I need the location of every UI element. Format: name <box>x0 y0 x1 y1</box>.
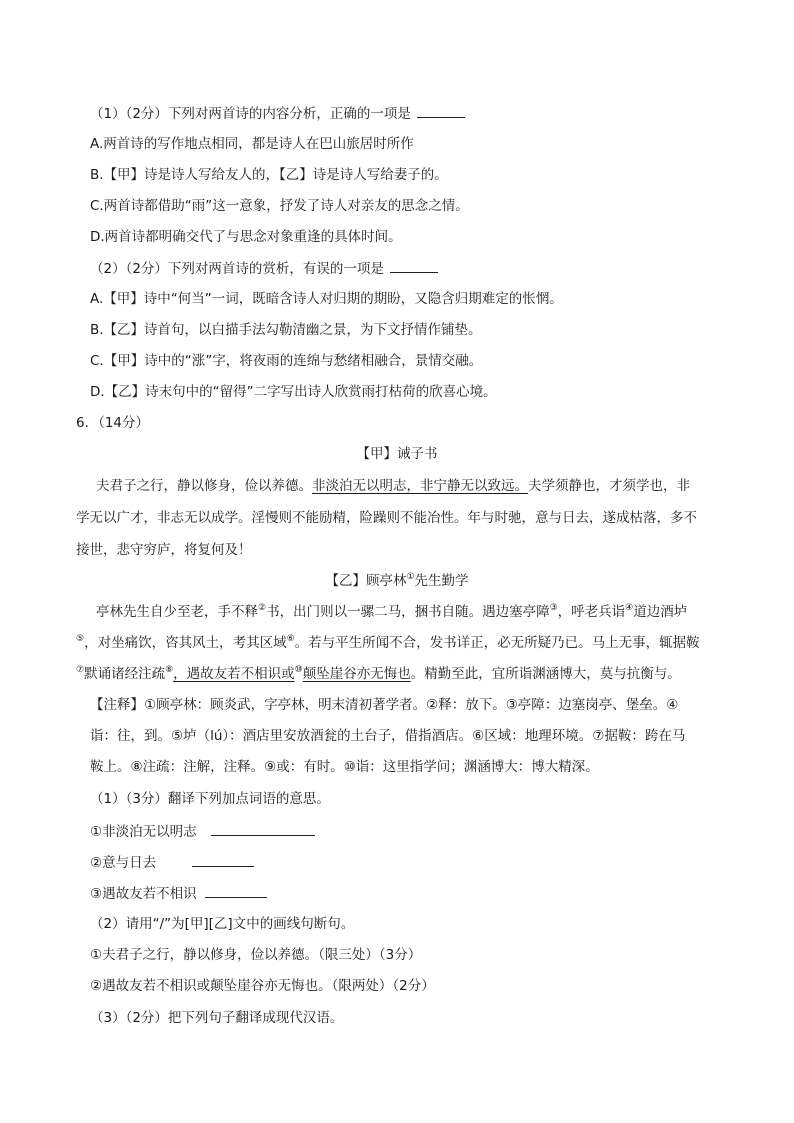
footnote-marker: ⑩ <box>294 665 303 675</box>
q5-sub1-stem-text: （1）（2分）下列对两首诗的内容分析，正确的一项是 <box>90 106 411 122</box>
yi-text: 。若与平生所闻不合，发书详正，必无所疑乃已。马上无事，辄据鞍 <box>294 635 700 651</box>
yi-line-2 <box>76 633 700 653</box>
jia-line-1 <box>96 476 720 496</box>
yi-line-3 <box>76 664 681 684</box>
yi-text: 道边酒垆 <box>633 604 688 620</box>
q5-sub1-option-d: D.两首诗都明确交代了与思念对象重逢的具体时间。 <box>90 229 402 245</box>
q6-header: 6．（14分） <box>76 415 150 431</box>
item-text: ①非淡泊无以明志 <box>90 824 197 840</box>
q5-sub1-stem <box>90 103 465 124</box>
q6-s1-item-3 <box>90 883 267 904</box>
yi-underlined-sentence: ，遇故友若不相识或 <box>173 666 295 682</box>
q5-sub2-option-b: B.【乙】诗首句，以白描手法勾勒清幽之景，为下文抒情作铺垫。 <box>90 322 482 338</box>
footnote-marker: ⑤ <box>76 634 85 644</box>
q5-sub2-stem-text: （2）（2分）下列对两首诗的赏析，有误的一项是 <box>90 261 384 277</box>
q5-sub2-option-c: C.【甲】诗中的“涨”字，将夜雨的连绵与愁绪相融合，景情交融。 <box>90 353 483 369</box>
yi-underlined-sentence: 颠坠崖谷亦无悔也 <box>302 666 411 682</box>
jia-underlined-sentence: 非淡泊无以明志，非宁静无以致远。 <box>312 478 528 494</box>
q6-s2-item-2: ②遇故友若不相识或颠坠崖谷亦无悔也。（限两处）（2分） <box>90 978 435 994</box>
q5-sub2-option-d: D.【乙】诗末句中的“留得”二字写出诗人欣赏雨打枯荷的欣喜心境。 <box>90 384 497 400</box>
jia-text: 夫君子之行，静以修身，俭以养德。 <box>96 478 312 494</box>
q5-sub1-option-a: A.两首诗的写作地点相同，都是诗人在巴山旅居时所作 <box>90 136 414 152</box>
answer-blank[interactable] <box>192 852 254 867</box>
q6-s1-item-2 <box>90 852 254 873</box>
notes-line-2: 诣：往，到。⑤垆（lú）：酒店里安放酒瓮的土台子，借指酒店。⑥区域：地理环境。⑦据鞍：跨在马 <box>90 728 686 744</box>
q6-s1-item-1 <box>90 821 315 842</box>
notes-line-3: 鞍上。⑧注疏：注解，注释。⑨或：有时。⑩诣：这里指学问；渊涵博大：博大精深。 <box>90 759 599 775</box>
footnote-marker: ④ <box>625 603 634 613</box>
yi-text: ，呼老兵诣 <box>557 604 626 620</box>
jia-title: 【甲】诫子书 <box>356 446 438 462</box>
answer-blank[interactable] <box>390 258 438 273</box>
jia-line-3: 接世，悲守穷庐，将复何及！ <box>76 542 252 558</box>
q6-s2-item-1: ①夫君子之行，静以修身，俭以养德。（限三处）（3分） <box>90 947 422 963</box>
q5-sub2-stem <box>90 258 438 279</box>
jia-line-2: 学无以广才，非志无以成学。淫慢则不能励精，险躁则不能冶性。年与时驰，意与日去，遂成枯落，多不 <box>76 510 697 526</box>
yi-line-1 <box>96 602 687 622</box>
yi-text: 书，出门则以一骡二马，捆书自随。遇边塞亭障 <box>266 604 550 620</box>
yi-title-text: 【乙】顾亭林 <box>325 573 407 589</box>
yi-text: 默诵诸经注疏 <box>84 666 166 682</box>
yi-text: 亭林先生自少至老，手不释 <box>96 604 258 620</box>
q5-sub2-option-a: A.【甲】诗中“何当”一词，既暗含诗人对归期的期盼，又隐含归期难定的怅惘。 <box>90 291 563 307</box>
q6-s3-stem: （3）（2分）把下列句子翻译成现代汉语。 <box>90 1010 344 1026</box>
jia-text: 夫学须静也，才须学也，非 <box>528 478 690 494</box>
q5-sub1-option-b: B.【甲】诗是诗人写给友人的，【乙】诗是诗人写给妻子的。 <box>90 167 448 183</box>
yi-title <box>0 571 794 591</box>
q6-s2-stem: （2）请用“/”为[甲][乙]文中的画线句断句。 <box>90 916 355 932</box>
item-text: ②意与日去 <box>90 855 157 871</box>
item-text: ③遇故友若不相识 <box>90 886 197 902</box>
footnote-marker: ⑥ <box>286 634 295 644</box>
q6-s1-stem: （1）（3分）翻译下列加点词语的意思。 <box>90 791 330 807</box>
footnote-marker: ③ <box>549 603 558 613</box>
yi-text: 。精勤至此，宜所诣渊涵博大，莫与抗衡与。 <box>410 666 681 682</box>
footnote-marker: ② <box>258 603 267 613</box>
footnote-marker: ① <box>406 572 415 582</box>
answer-blank[interactable] <box>417 103 465 118</box>
footnote-marker: ⑧ <box>165 665 174 675</box>
answer-blank[interactable] <box>205 883 267 898</box>
answer-blank[interactable] <box>211 821 315 836</box>
notes-line-1: 【注释】①顾亭林：顾炎武，字亭林，明末清初著学者。②释：放下。③亭障：边塞岗亭、堡垒。④ <box>90 697 679 713</box>
q5-sub1-option-c: C.两首诗都借助“雨”这一意象，抒发了诗人对亲友的思念之情。 <box>90 198 469 214</box>
footnote-marker: ⑦ <box>76 665 85 675</box>
yi-title-text: 先生勤学 <box>414 573 469 589</box>
yi-text: ，对坐痛饮，咨其风土，考其区域 <box>84 635 287 651</box>
